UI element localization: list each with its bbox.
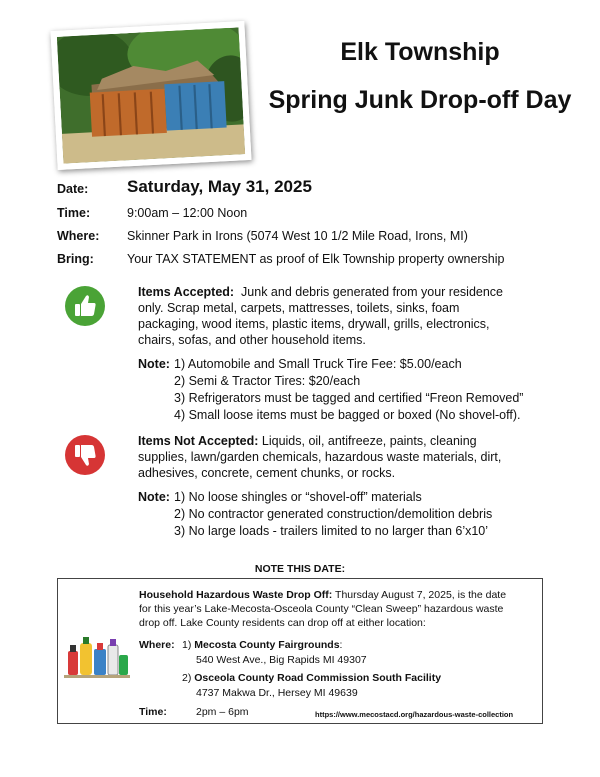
accepted-note: 3) Refrigerators must be tagged and certified “Freon Removed” <box>174 391 524 405</box>
thumbs-up-icon <box>65 286 105 326</box>
loc2-address: 4737 Makwa Dr., Hersey MI 49639 <box>196 687 358 699</box>
hhw-line-2: for this year’s Lake-Mecosta-Osceola County “Clean Sweep” hazardous waste <box>139 603 504 615</box>
accepted-line: packaging, wood items, plastic items, drywall, grills, electronics, <box>138 317 490 331</box>
hazardous-waste-box <box>57 578 543 724</box>
loc2-number: 2) <box>182 672 192 684</box>
loc1-colon: : <box>339 639 343 651</box>
loc2-name: Osceola County Road Commission South Facility <box>194 672 442 684</box>
hhw-line-3: drop off. Lake County residents can drop off at either location: <box>139 617 426 629</box>
accepted-heading: Items Accepted: <box>138 285 235 299</box>
page-subtitle: Spring Junk Drop-off Day <box>268 86 572 114</box>
hhw-date: Thursday August 7, 2025, is the date <box>335 589 507 601</box>
not-accepted-heading: Items Not Accepted: <box>138 434 259 448</box>
accepted-note-label: Note: <box>138 357 170 371</box>
date-value: Saturday, May 31, 2025 <box>127 177 312 196</box>
where-value: Skinner Park in Irons (5074 West 10 1/2 Mile Road, Irons, MI) <box>127 229 468 243</box>
hhw-line-1 <box>139 589 506 602</box>
not-accepted-note-label: Note: <box>138 490 170 504</box>
page-title: Elk Township <box>340 38 500 66</box>
not-accepted-line: supplies, lawn/garden chemicals, hazardous waste materials, dirt, <box>138 450 502 464</box>
loc1-name: Mecosta County Fairgrounds <box>194 639 340 651</box>
hhw-time-label: Time: <box>139 706 167 718</box>
date-label: Date: <box>57 182 89 196</box>
note-this-date: NOTE THIS DATE: <box>254 563 346 575</box>
accepted-line: only. Scrap metal, carpets, mattresses, toilets, sinks, foam <box>138 301 460 315</box>
hhw-location-2 <box>182 672 441 685</box>
not-accepted-line: Liquids, oil, antifreeze, paints, cleaning <box>261 434 477 448</box>
accepted-note: 2) Semi & Tractor Tires: $20/each <box>174 374 361 388</box>
not-accepted-note: 3) No large loads - trailers limited to no larger than 6’x10’ <box>174 524 489 538</box>
loc1-number: 1) <box>182 639 192 651</box>
items-accepted <box>138 284 568 348</box>
items-not-accepted <box>138 433 568 481</box>
hhw-location-1 <box>182 639 342 652</box>
accepted-line: chairs, sofas, and other household items. <box>138 333 366 347</box>
bring-value: Your TAX STATEMENT as proof of Elk Township property ownership <box>127 252 505 266</box>
hhw-heading: Household Hazardous Waste Drop Off: <box>139 589 333 601</box>
accepted-line: Junk and debris generated from your residence <box>241 285 504 299</box>
accepted-note: 4) Small loose items must be bagged or boxed (No shovel-off). <box>174 408 521 422</box>
accepted-note: 1) Automobile and Small Truck Tire Fee: $5.00/each <box>174 357 462 371</box>
hhw-url-link[interactable]: https://www.mecostacd.org/hazardous-waste-collection <box>315 710 514 719</box>
not-accepted-note: 2) No contractor generated construction/demolition debris <box>174 507 493 521</box>
where-label: Where: <box>57 229 100 243</box>
hhw-time-value: 2pm – 6pm <box>196 706 249 718</box>
not-accepted-note: 1) No loose shingles or “shovel-off” materials <box>174 490 422 504</box>
cleaning-supplies-icon <box>64 631 130 679</box>
dumpster-photo <box>50 21 251 170</box>
hhw-where-label: Where: <box>139 639 175 651</box>
loc1-address: 540 West Ave., Big Rapids MI 49307 <box>196 654 367 666</box>
not-accepted-line: adhesives, concrete, cement chunks, or rocks. <box>138 466 396 480</box>
time-label: Time: <box>57 206 91 220</box>
bring-label: Bring: <box>57 252 94 266</box>
thumbs-down-icon <box>65 435 105 475</box>
time-value: 9:00am – 12:00 Noon <box>127 206 248 220</box>
